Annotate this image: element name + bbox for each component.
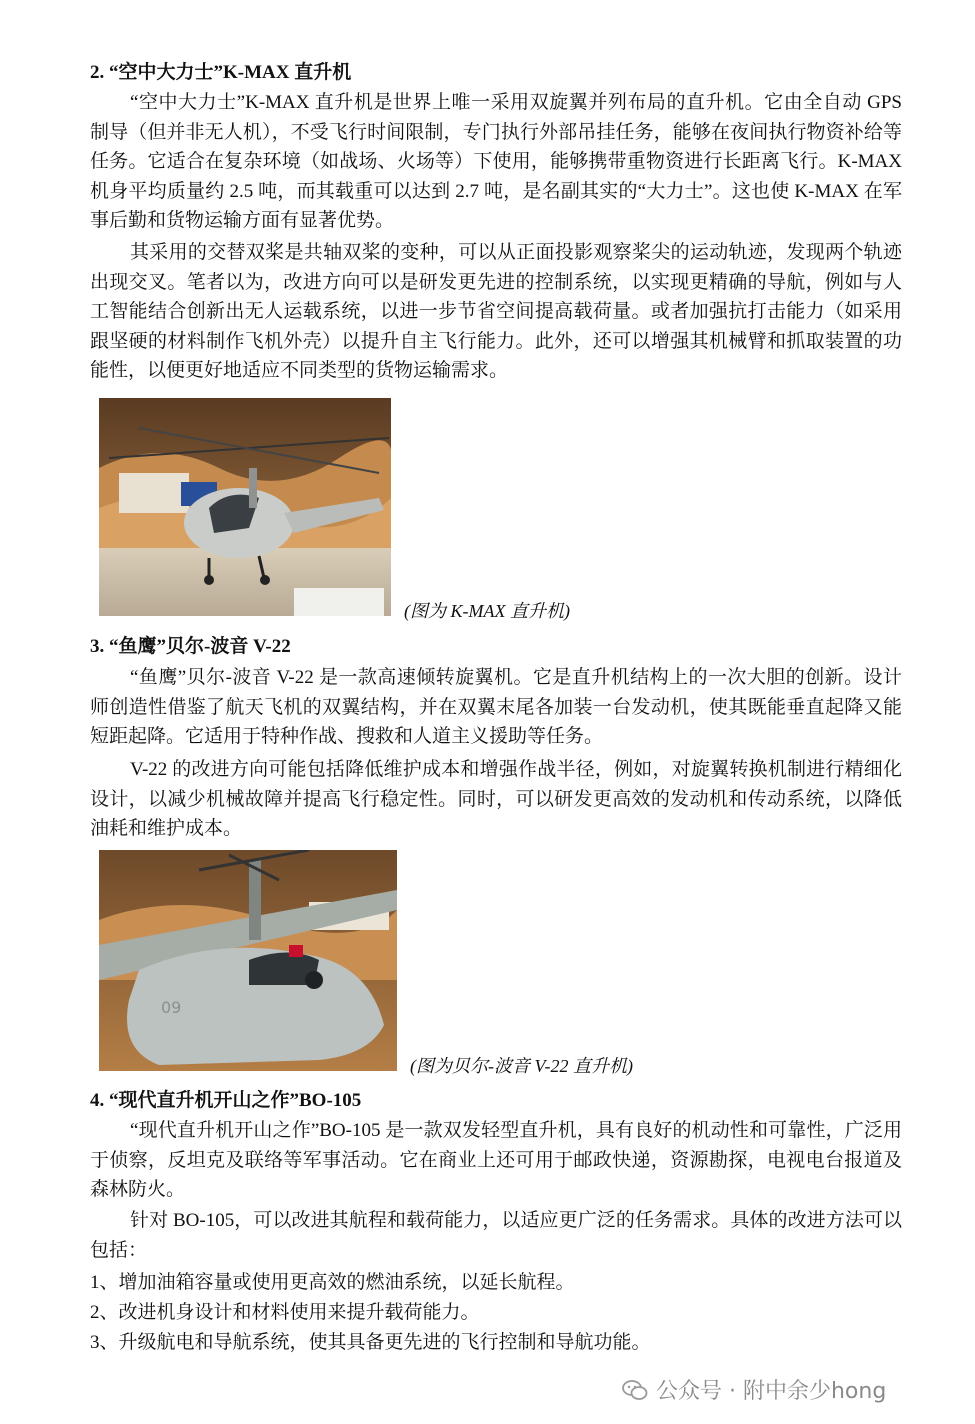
watermark-text: 公众号 · 附中余少hong xyxy=(656,1379,887,1404)
kmax-caption: (图为 K-MAX 直升机) xyxy=(404,601,570,621)
section-2-paragraph-2: 其采用的交替双桨是共轴双桨的变种，可以从正面投影观察桨尖的运动轨迹，发现两个轨迹出现交叉。笔者以为，改进方向可以是研发更先进的控制系统，以实现更精确的导航，例如与人工智能结合创新出无人运载系统，以进一步节省空间提高载荷量。或者加强抗打击能力（如采用跟坚硬的材料制作飞机外壳）以提升自主飞行能力。此外，还可以增强其机械臂和抓取装置的功能性，以便更好地适应不同类型的货物运输需求。 xyxy=(90,242,902,381)
list-item-2: 2、改进机身设计和材料使用来提升载荷能力。 xyxy=(90,1302,480,1323)
v22-caption: (图为贝尔-波音 V-22 直升机) xyxy=(410,1056,633,1076)
section-2-heading: 2. “空中大力士”K-MAX 直升机 xyxy=(90,62,352,83)
list-item-3: 3、升级航电和导航系统，使其具备更先进的飞行控制和导航功能。 xyxy=(90,1332,651,1353)
v22-osprey-image xyxy=(99,850,397,1071)
section-4-paragraph-2: 针对 BO-105，可以改进其航程和载荷能力，以适应更广泛的任务需求。具体的改进方法可以包括： xyxy=(90,1210,902,1261)
section-4-heading: 4. “现代直升机开山之作”BO-105 xyxy=(90,1090,362,1111)
wechat-icon xyxy=(622,1379,648,1401)
section-3-paragraph-2: V-22 的改进方向可能包括降低维护成本和增强作战半径，例如，对旋翼转换机制进行精细化设计，以减少机械故障并提高飞行稳定性。同时，可以研发更高效的发动机和传动系统，以降低油耗和维护成本。 xyxy=(90,759,902,839)
kmax-helicopter-image xyxy=(99,398,391,616)
watermark xyxy=(622,1374,886,1405)
v22-photo xyxy=(99,850,397,1071)
section-3-heading: 3. “鱼鹰”贝尔-波音 V-22 xyxy=(90,636,291,657)
section-3-paragraph-1: “鱼鹰”贝尔-波音 V-22 是一款高速倾转旋翼机。它是直升机结构上的一次大胆的创新。设计师创造性借鉴了航天飞机的双翼结构，并在双翼末尾各加装一台发动机，使其既能垂直起降又能短距起降。它适用于特种作战、搜救和人道主义援助等任务。 xyxy=(90,667,902,747)
list-item-1: 1、增加油箱容量或使用更高效的燃油系统，以延长航程。 xyxy=(90,1272,575,1293)
section-4-paragraph-1: “现代直升机开山之作”BO-105 是一款双发轻型直升机，具有良好的机动性和可靠性，广泛用于侦察，反坦克及联络等军事活动。它在商业上还可用于邮政快递，资源勘探，电视电台报道及森林防火。 xyxy=(90,1120,902,1200)
kmax-photo xyxy=(99,398,391,616)
section-2-paragraph-1: “空中大力士”K-MAX 直升机是世界上唯一采用双旋翼并列布局的直升机。它由全自动 GPS 制导（但并非无人机），不受飞行时间限制，专门执行外部吊挂任务，能够在夜间执行物资补给等任务。它适合在复杂环境（如战场、火场等）下使用，能够携带重物资进行长距离飞行。K-MAX 机身平均质量约 2.5 吨，而其载重可以达到 2.7 吨，是名副其实的“大力士”。这也使 K-MAX 在军事后勤和货物运输方面有显著优势。 xyxy=(90,92,902,231)
nose-number-label: 09 xyxy=(161,998,182,1017)
